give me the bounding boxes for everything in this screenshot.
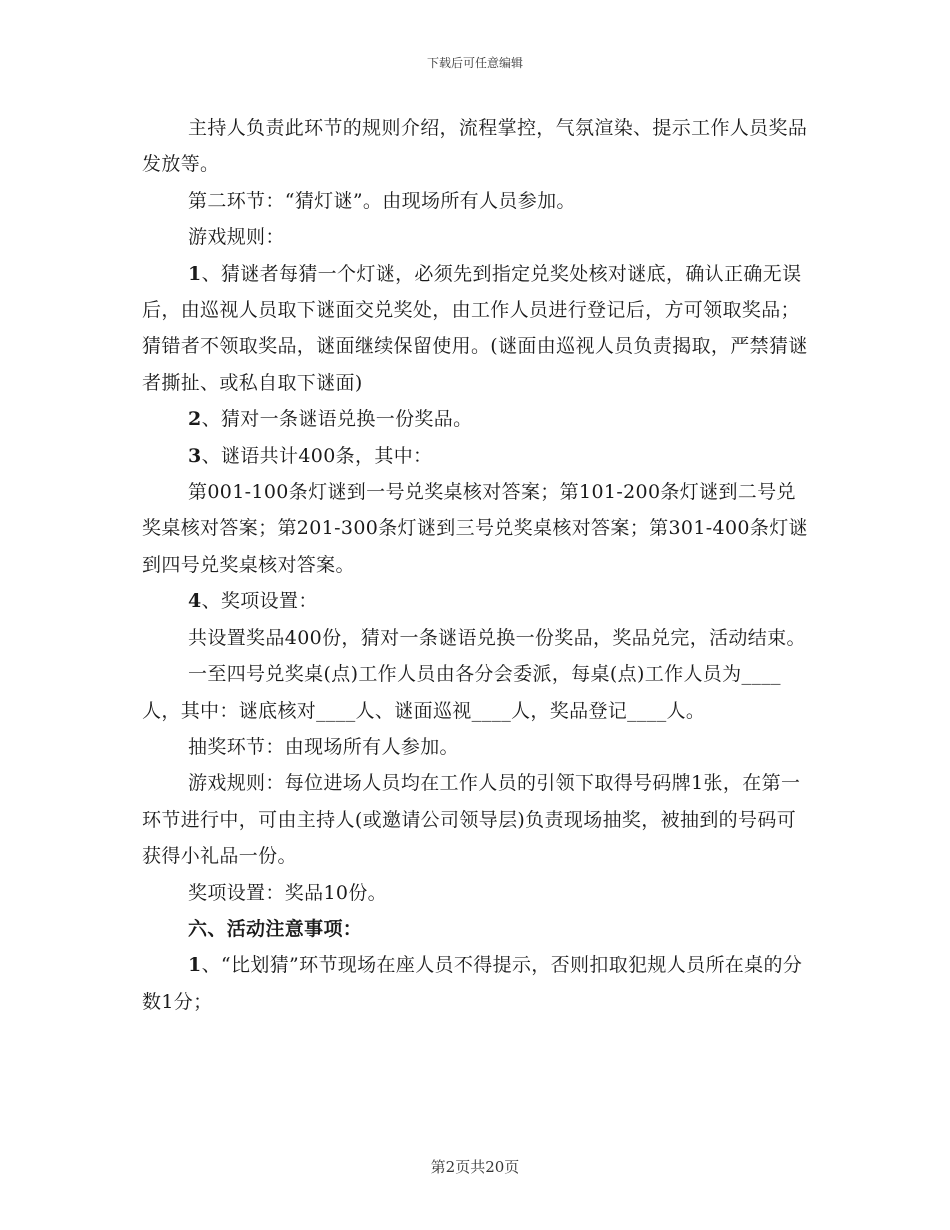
list-number: 4	[188, 590, 202, 613]
list-number: 2	[188, 408, 202, 431]
paragraph: 主持人负责此环节的规则介绍，流程掌控，气氛渲染、提示工作人员奖品发放等。	[142, 117, 808, 176]
paragraph	[142, 947, 810, 1020]
paragraph: 奖项设置：奖品10份。	[188, 881, 388, 904]
paragraph: 共设置奖品400份，猜对一条谜语兑换一份奖品，奖品兑完，活动结束。	[188, 626, 806, 649]
page-header: 下载后可任意编辑	[426, 56, 523, 70]
paragraph: 游戏规则：	[188, 226, 285, 249]
paragraph: 抽奖环节：由现场所有人参加。	[188, 735, 459, 758]
list-number: 1	[188, 954, 202, 977]
paragraph: 游戏规则：每位进场人员均在工作人员的引领下取得号码牌1张，在第一环节进行中，可由主持人(或邀请公司领导层)负责现场抽奖，被抽到的号码可获得小礼品一份。	[142, 772, 801, 868]
paragraph-text: 、奖项设置：	[201, 590, 318, 613]
paragraph: 第二环节：“猜灯谜”。由现场所有人员参加。	[188, 189, 576, 212]
paragraph: 一至四号兑奖桌(点)工作人员由各分会委派，每桌(点)工作人员为____人，其中：谜底核对____人、谜面巡视____人，奖品登记____人。	[142, 663, 781, 722]
list-number: 3	[188, 444, 202, 467]
document-body	[142, 110, 810, 1020]
paragraph-text: 、猜谜者每猜一个灯谜，必须先到指定兑奖处核对谜底，确认正确无误后，由巡视人员取下谜面交兑奖处，由工作人员进行登记后，方可领取奖品；猜错者不领取奖品，谜面继续保留使用。(谜面由巡视人员负责揭取，严禁猜谜者撕扯、或私自取下谜面)	[142, 262, 808, 394]
paragraph	[142, 401, 810, 437]
paragraph-text: 、猜对一条谜语兑换一份奖品。	[201, 408, 473, 431]
paragraph-text: 、谜语共计400条，其中：	[201, 444, 433, 467]
paragraph	[142, 438, 810, 474]
page-footer: 第2页共20页	[430, 1158, 520, 1176]
paragraph	[142, 256, 810, 402]
section-heading: 六、活动注意事项：	[188, 917, 363, 940]
list-number: 1	[188, 262, 202, 285]
paragraph: 第001-100条灯谜到一号兑奖桌核对答案；第101-200条灯谜到二号兑奖桌核对答案；第201-300条灯谜到三号兑奖桌核对答案；第301-400条灯谜到四号兑奖桌核对答案。	[142, 481, 808, 576]
paragraph	[142, 583, 810, 619]
paragraph-text: 、“比划猜”环节现场在座人员不得提示，否则扣取犯规人员所在桌的分数1分；	[142, 954, 803, 1013]
